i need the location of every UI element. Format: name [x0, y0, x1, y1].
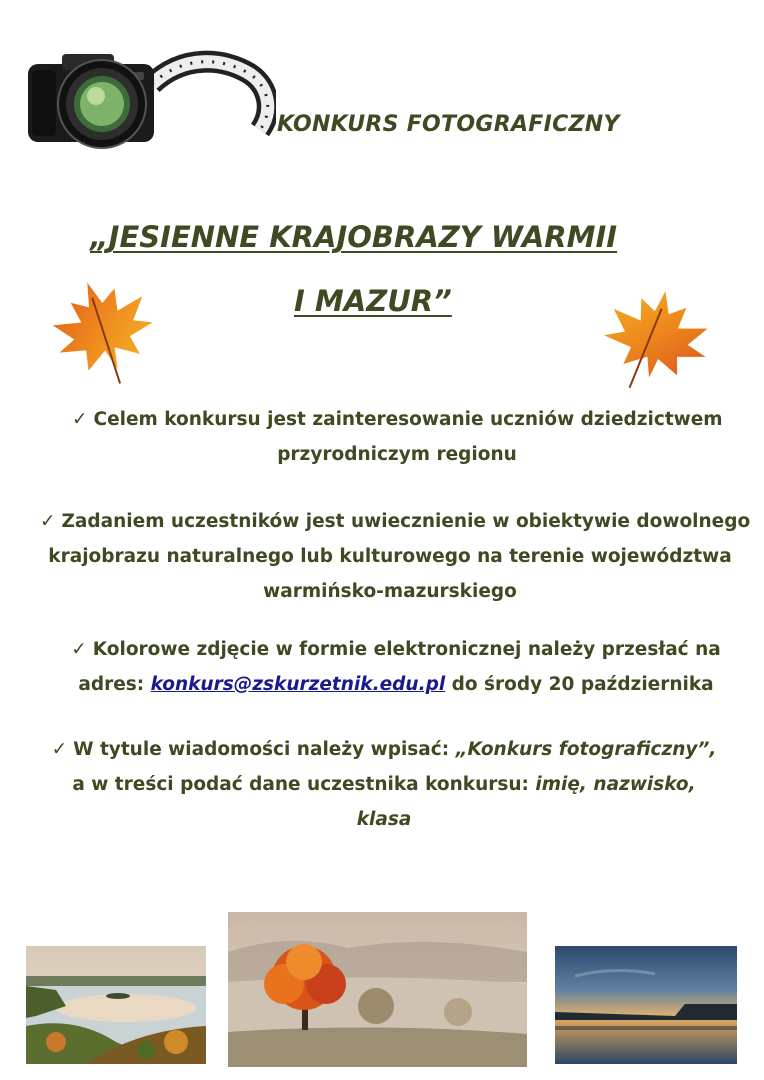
lake-landscape-photo	[26, 946, 206, 1064]
maple-leaf-icon	[596, 288, 714, 392]
maple-leaf-icon	[48, 276, 160, 392]
film-strip-icon	[152, 62, 268, 130]
email-link[interactable]: konkurs@zskurzetnik.edu.pl	[150, 674, 446, 695]
check-icon: ✓	[71, 639, 87, 660]
check-icon: ✓	[72, 409, 88, 430]
title-line-1: „JESIENNE KRAJOBRAZY WARMII	[90, 220, 618, 254]
sunset-lake-photo	[555, 946, 737, 1064]
contest-header: KONKURS FOTOGRAFICZNY	[277, 112, 620, 137]
point-goal: ✓ Celem konkursu jest zainteresowanie uczniów dziedzictwem przyrodniczym regionu	[72, 409, 723, 465]
point-task: ✓ Zadaniem uczestników jest uwiecznienie w obiektywie dowolnego krajobrazu naturalnego lub kulturowego na terenie województwa warmińsko-mazurskiego	[40, 511, 751, 602]
check-icon: ✓	[51, 739, 68, 760]
point-submission: ✓ Kolorowe zdjęcie w formie elektronicznej należy przesłać na adres: konkurs@zskurzetnik.edu.pl do środy 20 października	[71, 639, 721, 695]
camera-icon	[24, 44, 276, 156]
check-icon: ✓	[40, 511, 56, 532]
point-message-title: ✓ W tytule wiadomości należy wpisać: „Konkurs fotograficzny”, a w treści podać dane uczestnika konkursu: imię, nazwisko, klasa	[51, 739, 717, 830]
title-line-2: I MAZUR”	[294, 284, 452, 318]
misty-tree-photo	[228, 912, 527, 1067]
